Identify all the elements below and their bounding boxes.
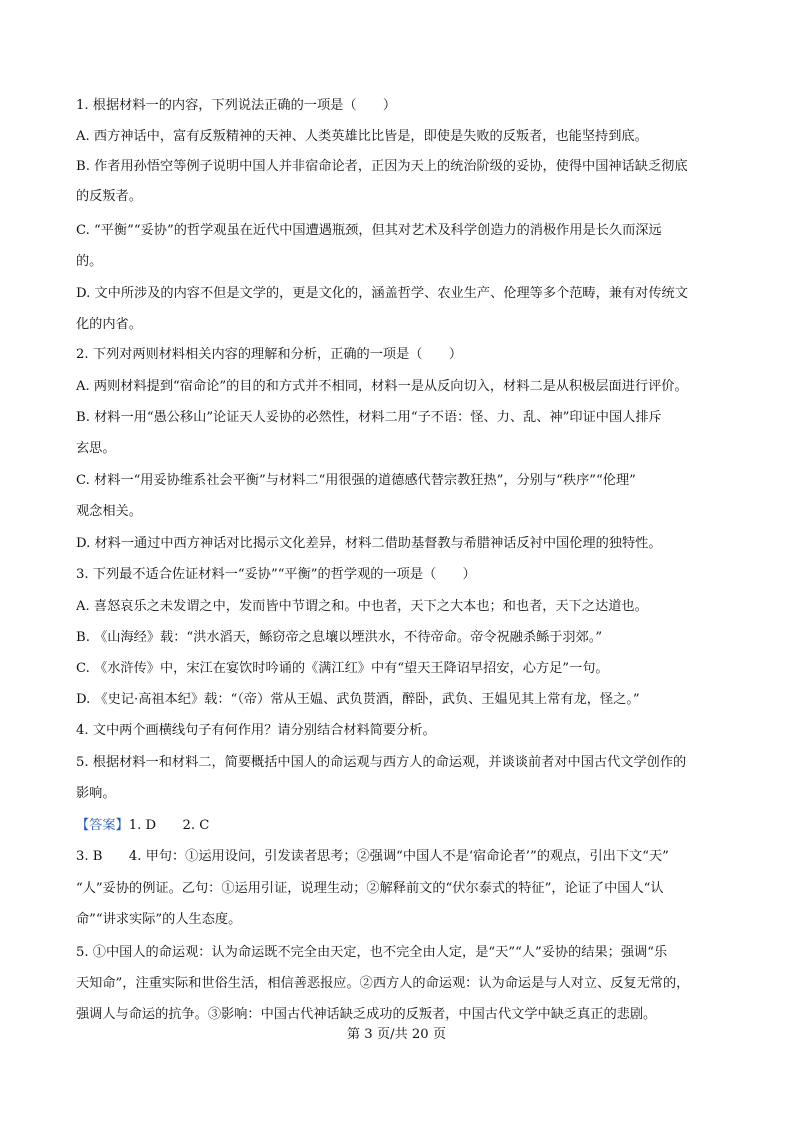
question-3-stem: 3. 下列最不适合佐证材料一“妥协”“平衡”的哲学观的一项是（ ） (76, 567, 476, 582)
answer-line (76, 817, 736, 835)
answer-4-cont-2: 命”“讲求实际”的人生态度。 (76, 912, 242, 927)
question-5-stem-cont: 影响。 (76, 786, 116, 801)
answer-3-4: 3. B 4. 甲句：①运用设问，引发读者思考；②强调“中国人不是‘宿命论者’”的观点，引出下文“天” (76, 849, 669, 864)
question-5-stem: 5. 根据材料一和材料二，简要概括中国人的命运观与西方人的命运观，并谈谈前者对中国古代文学创作的 (76, 755, 687, 770)
question-2-option-b: B. 材料一用“愚公移山”论证天人妥协的必然性，材料二用“子不语：怪、力、乱、神”印证中国人排斥 (76, 410, 662, 425)
question-4-stem: 4. 文中两个画横线句子有何作用？请分别结合材料简要分析。 (76, 723, 436, 738)
answer-5-cont-2: 强调人与命运的抗争。③影响：中国古代神话缺乏成功的反叛者，中国古代文学中缺乏真正的悲剧。 (76, 1007, 657, 1022)
question-2-option-c-cont: 观念相关。 (76, 504, 142, 519)
answer-5-cont-1: 天知命”，注重实际和世俗生活，相信善恶报应。②西方人的命运观：认为命运是与人对立、反复无常的， (76, 976, 690, 991)
question-3-option-a: A. 喜怒哀乐之未发谓之中，发而皆中节谓之和。中也者，天下之大本也；和也者，天下之达道也。 (76, 599, 648, 614)
answer-4-cont-1: “人”妥协的例证。乙句：①运用引证，说理生动；②解释前文的“伏尔泰式的特征”，论证了中国人“认 (76, 881, 664, 896)
question-1-option-b: B. 作者用孙悟空等例子说明中国人并非宿命论者，正因为天上的统治阶级的妥协，使得中国神话缺乏彻底 (76, 159, 688, 174)
question-1-option-c-cont: 的。 (76, 254, 103, 269)
question-2-option-c: C. 材料一“用妥协维系社会平衡”与材料二“用很强的道德感代替宗教狂热”，分别与“秩序”“伦理” (76, 473, 636, 488)
question-1-option-b-cont: 的反叛者。 (76, 189, 142, 204)
question-2-option-b-cont: 玄思。 (76, 441, 116, 456)
question-1-option-a: A. 西方神话中，富有反叛精神的天神、人类英雄比比皆是，即使是失败的反叛者，也能坚持到底。 (76, 129, 648, 144)
question-1-option-d: D. 文中所涉及的内容不但是文学的，更是文化的，涵盖哲学、农业生产、伦理等多个范畴，兼有对传统文 (76, 286, 688, 301)
page-number-footer: 第 3 页/共 20 页 (346, 1027, 447, 1042)
question-2-stem: 2. 下列对两则材料相关内容的理解和分析，正确的一项是（ ） (76, 347, 463, 362)
question-3-option-b: B. 《山海经》载：“洪水滔天，鲧窃帝之息壤以堙洪水，不待帝命。帝令祝融杀鲧于羽郊。” (76, 630, 603, 645)
question-2-option-a: A. 两则材料提到“宿命论”的目的和方式并不相同，材料一是从反向切入，材料二是从积极层面进行评价。 (76, 379, 688, 394)
question-1-stem: 1. 根据材料一的内容，下列说法正确的一项是（ ） (76, 98, 397, 113)
question-1-option-d-cont: 化的内省。 (76, 317, 142, 332)
question-3-option-c: C. 《水浒传》中，宋江在宴饮时吟诵的《满江红》中有“望天王降诏早招安，心方足”一句。 (76, 661, 609, 676)
question-1-option-c: C. “平衡”“妥协”的哲学观虽在近代中国遭遇瓶颈，但其对艺术及科学创造力的消极作用是长久而深远 (76, 223, 662, 238)
answer-text: 1. D 2. C (128, 818, 210, 833)
answer-5: 5. ①中国人的命运观：认为命运既不完全由天定，也不完全由人定，是“天”“人”妥协的结果；强调“乐 (76, 945, 668, 960)
question-3-option-d: D. 《史记·高祖本纪》载：“（帝）常从王媪、武负贳酒，醉卧，武负、王媪见其上常有龙，怪之。” (76, 692, 640, 707)
answer-label: 【答案】 (76, 818, 129, 833)
question-2-option-d: D. 材料一通过中西方神话对比揭示文化差异，材料二借助基督教与希腊神话反衬中国伦理的独特性。 (76, 536, 662, 551)
